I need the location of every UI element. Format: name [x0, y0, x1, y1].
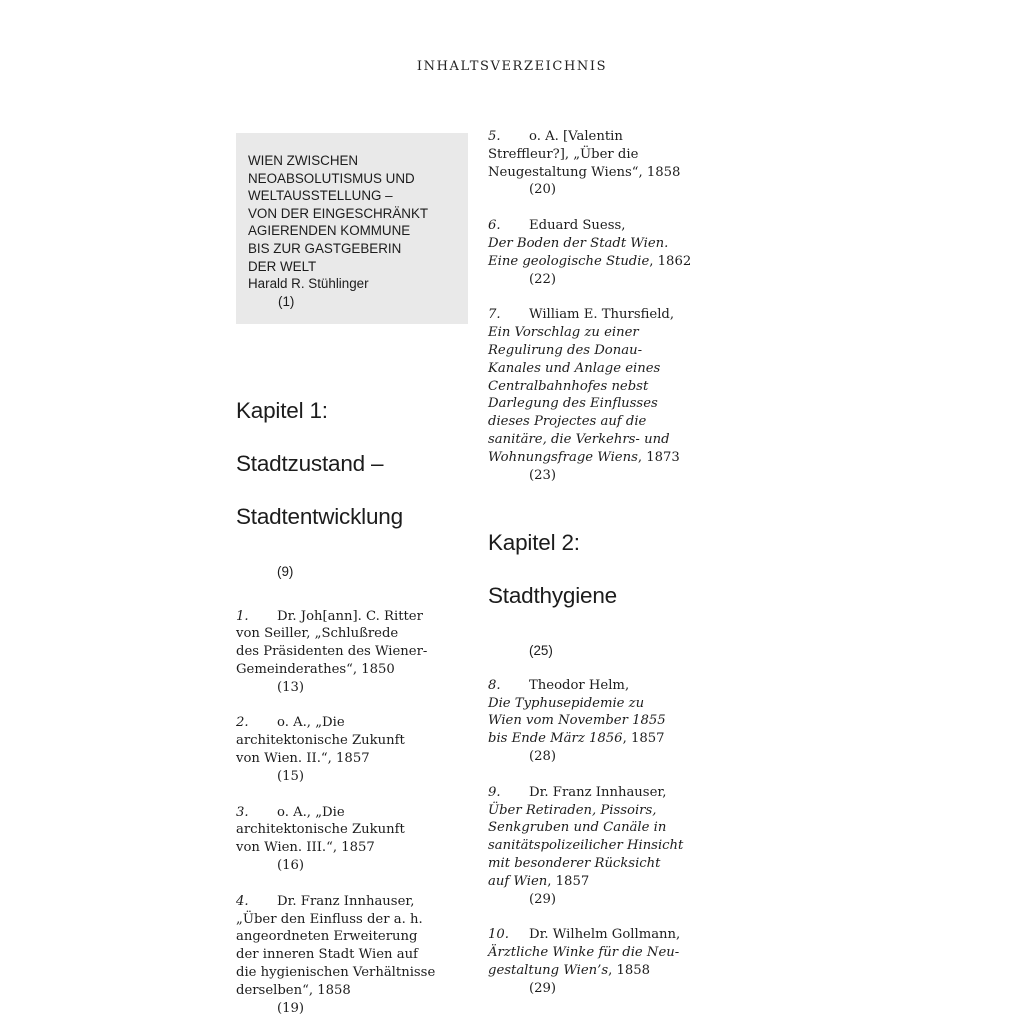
entry-text: Dr. Franz Innhauser, — [277, 893, 415, 909]
toc-entry-4[interactable] — [236, 893, 468, 1018]
entry-title: bis Ende März 1856 — [488, 731, 623, 747]
entry-page-number: (22) — [529, 271, 557, 287]
entry-title: sanitätspolizeilicher Hinsicht — [488, 838, 684, 854]
entry-text: Streffleur?], „Über die — [488, 146, 639, 162]
entry-page-number: (15) — [277, 768, 305, 784]
entry-text: Dr. Joh[ann]. C. Ritter — [277, 608, 423, 624]
introduction-entry[interactable] — [236, 133, 468, 324]
entry-title: auf Wien — [488, 873, 548, 889]
right-column — [488, 128, 728, 1016]
entry-text: der inneren Stadt Wien auf — [236, 947, 418, 963]
entry-text: derselben“, 1858 — [236, 982, 351, 998]
entry-title: Darlegung des Einflusses — [488, 396, 658, 412]
entry-number: 9. — [488, 784, 501, 800]
entry-number: 10. — [488, 927, 509, 943]
entry-year: , 1862 — [649, 253, 692, 269]
entry-title: Über Retiraden, Pissoirs, — [488, 802, 657, 818]
entry-text: von Wien. III.“, 1857 — [236, 840, 375, 856]
entry-title: gestaltung Wien’s — [488, 963, 609, 978]
chapter-title-line: Stadthygiene — [488, 582, 617, 608]
entry-text: von Wien. II.“, 1857 — [236, 751, 370, 767]
running-head: INHALTSVERZEICHNIS — [416, 59, 608, 74]
chapter-2-heading[interactable] — [488, 503, 728, 660]
toc-entry-9[interactable] — [488, 784, 728, 909]
intro-title-line: WELTAUSSTELLUNG – — [248, 188, 393, 204]
entry-author: Theodor Helm, — [529, 677, 630, 693]
entry-page-number: (23) — [529, 467, 557, 483]
entry-title: sanitäre, die Verkehrs- und — [488, 431, 670, 447]
entry-number: 1. — [236, 608, 249, 624]
toc-entry-6[interactable] — [488, 217, 728, 288]
entry-text: architektonische Zukunft — [236, 733, 405, 749]
entry-page-number: (29) — [529, 980, 557, 996]
entry-title: Eine geologische Studie — [488, 253, 650, 269]
toc-entry-10[interactable] — [488, 926, 728, 997]
entry-page-number: (19) — [277, 1000, 305, 1016]
entry-number: 7. — [488, 307, 501, 323]
intro-author: Harald R. Stühlinger — [248, 276, 369, 292]
toc-entry-3[interactable] — [236, 804, 468, 875]
toc-entry-1[interactable] — [236, 608, 468, 697]
intro-title-line: DER WELT — [248, 258, 317, 274]
entry-text: angeordneten Erweiterung — [236, 929, 418, 945]
entry-author: Dr. Wilhelm Gollmann, — [529, 927, 681, 943]
entry-text: des Präsidenten des Wiener- — [236, 644, 428, 660]
entry-title: Regulirung des Donau- — [488, 342, 643, 358]
entry-text: Gemeinderathes“, 1850 — [236, 661, 395, 677]
intro-title-line: VON DER EINGESCHRÄNKT — [248, 205, 429, 221]
entry-title: Der Boden der Stadt Wien. — [488, 235, 669, 251]
entry-title: mit besonderer Rücksicht — [488, 856, 661, 872]
chapter-title-line: Kapitel 1: — [236, 397, 328, 423]
intro-title-line: NEOABSOLUTISMUS UND — [248, 170, 415, 186]
entry-page-number: (16) — [277, 858, 305, 874]
entry-page-number: (29) — [529, 891, 557, 907]
intro-page-number: (1) — [278, 293, 295, 309]
entry-author: William E. Thursfield, — [529, 307, 675, 323]
entry-page-number: (20) — [529, 182, 557, 198]
toc-entry-7[interactable] — [488, 306, 728, 484]
entry-title: dieses Projectes auf die — [488, 414, 647, 430]
entry-number: 5. — [488, 129, 501, 144]
entry-number: 8. — [488, 677, 501, 693]
entry-text: architektonische Zukunft — [236, 822, 405, 838]
entry-year: , 1857 — [547, 873, 590, 889]
entry-title: Wien vom November 1855 — [488, 713, 666, 729]
entry-text: von Seiller, „Schlußrede — [236, 626, 399, 642]
entry-title: Kanales und Anlage eines — [488, 360, 661, 376]
entry-title: Wohnungsfrage Wiens — [488, 449, 638, 465]
entry-number: 6. — [488, 218, 501, 234]
toc-entry-8[interactable] — [488, 677, 728, 766]
left-column — [236, 128, 468, 1035]
entry-title: Ärztliche Winke für die Neu- — [488, 945, 680, 961]
entry-number: 2. — [236, 715, 249, 731]
intro-title-line: AGIERENDEN KOMMUNE — [248, 223, 411, 239]
entry-page-number: (28) — [529, 749, 557, 765]
intro-title-line: BIS ZUR GASTGEBERIN — [248, 240, 402, 256]
toc-entry-2[interactable] — [236, 714, 468, 785]
entry-text: Neugestaltung Wiens“, 1858 — [488, 164, 681, 180]
chapter-title-line: Kapitel 2: — [488, 529, 580, 555]
entry-author: Eduard Suess, — [529, 218, 626, 234]
chapter-page-number: (25) — [529, 642, 553, 658]
entry-title: Centralbahnhofes nebst — [488, 378, 649, 394]
entry-page-number: (13) — [277, 679, 305, 695]
entry-text: o. A., „Die — [277, 804, 345, 820]
entry-text: o. A. [Valentin — [529, 129, 623, 144]
entry-number: 3. — [236, 804, 249, 820]
entry-title: Senkgruben und Canäle in — [488, 820, 667, 836]
chapter-title-line: Stadtentwicklung — [236, 503, 403, 529]
chapter-title-line: Stadtzustand – — [236, 450, 384, 476]
entry-title: Die Typhusepidemie zu — [488, 695, 645, 711]
intro-title-line: WIEN ZWISCHEN — [248, 153, 359, 168]
chapter-1-heading[interactable] — [236, 371, 468, 581]
chapter-page-number: (9) — [277, 563, 294, 579]
entry-title: Ein Vorschlag zu einer — [488, 325, 639, 341]
entry-year: , 1873 — [637, 449, 680, 465]
entry-text: o. A., „Die — [277, 715, 345, 731]
entry-year: , 1857 — [622, 731, 665, 747]
entry-text: „Über den Einfluss der a. h. — [236, 911, 423, 927]
toc-entry-5[interactable] — [488, 128, 728, 199]
entry-author: Dr. Franz Innhauser, — [529, 784, 667, 800]
entry-text: die hygienischen Verhältnisse — [236, 965, 436, 981]
entry-year: , 1858 — [608, 963, 651, 978]
entry-number: 4. — [236, 893, 249, 909]
